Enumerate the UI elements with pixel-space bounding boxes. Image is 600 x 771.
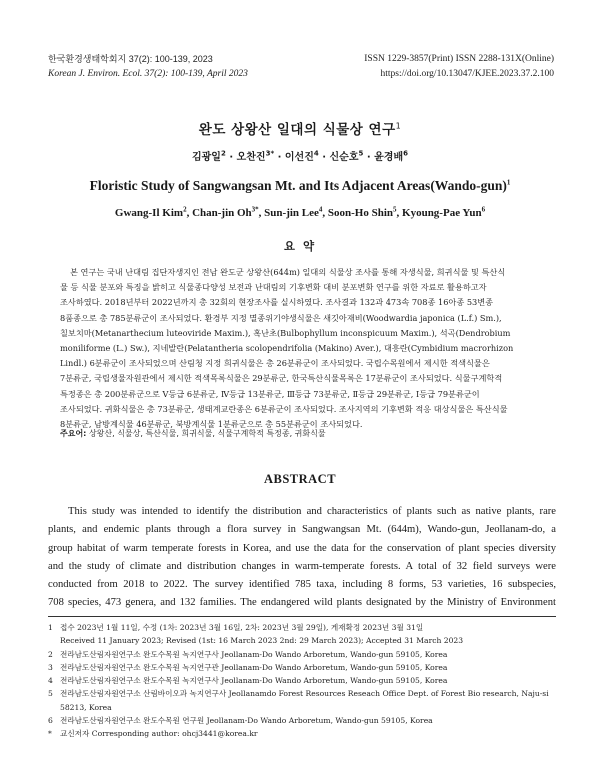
keywords [60, 428, 540, 439]
author-ko-separator: · [318, 152, 330, 163]
author-en-separator: , [186, 207, 193, 219]
author-en-separator: , [396, 207, 403, 219]
footnote-text: 접수 2023년 1월 11일, 수정 (1차: 2023년 3월 16일, 2차: 2023년 3월 29일), 게재확정 2023년 3월 31일 [60, 623, 424, 632]
journal-name-en: Korean J. Environ. Ecol. 37(2): 100-139, April 2023 [48, 69, 248, 79]
summary-line: 칠보치마(Metanarthecium luteoviride Maxim.), 혹난초(Bulbophyllum inconspicuum Maxim.), 석곡(Dendrobium [60, 327, 511, 338]
summary-line: 특정종은 총 200분류군으로 Ⅴ등급 6분류군, Ⅳ등급 13분류군, Ⅲ등급 73분류군, Ⅱ등급 29분류군, Ⅰ등급 79분류군이 [60, 388, 480, 399]
title-english-text: Floristic Study of Sangwangsan Mt. and Its Adjacent Areas(Wando-gun) [89, 178, 507, 193]
footnote-number [48, 701, 60, 714]
author-ko-separator: · [363, 152, 375, 163]
author-ko-name: 김광일 [191, 152, 221, 163]
summary-line: 7분류군, 국립생물자원관에서 제시한 적색목록식물은 29분류군, 한국특산식물목록은 17분류군이 조사되었다. 식물구계학적 [60, 373, 503, 384]
footnote-row [48, 701, 560, 714]
author-en-separator: , [322, 207, 328, 219]
footnote-number [48, 634, 60, 647]
author-ko-separator: · [274, 152, 285, 163]
author-en-affiliation-mark: 3* [251, 205, 259, 214]
summary-line: moniliforme (L.) Sw.), 지네발란(Pelatantheria scolopendrifolia (Makino) Aver.), 대흥란(Cymbidium macrorhizon [60, 343, 514, 354]
author-ko-affiliation-mark: 5 [358, 149, 364, 158]
abstract-line: plants, and endemic plants through a flora survey in Sangwangsan Mt. (644m), Wando-gun, Jeollanam-do, a [48, 524, 556, 536]
footnote-row [48, 674, 560, 687]
footnote-row [48, 648, 560, 661]
author-ko-name: 윤경배 [374, 152, 404, 163]
footnote-number: * [48, 729, 52, 739]
keywords-list: 상왕산, 식물상, 특산식물, 희귀식물, 식물구계학적 특정종, 귀화식물 [88, 429, 326, 438]
footnote-row [48, 634, 560, 647]
abstract-line: group habitat of warm temperate forests in Korea, and use the data for the conservation of plant species diversity [48, 542, 556, 554]
journal-header [48, 52, 248, 82]
footnote-text: 전라남도산림자원연구소 완도수목원 녹지연구사 Jeollanam-Do Wando Arboretum, Wando-gun 59105, Korea [60, 676, 448, 686]
title-korean [0, 118, 600, 138]
author-ko-affiliation-mark: 2 [220, 149, 226, 158]
issn-doi-header [364, 52, 554, 82]
summary-korean [60, 265, 540, 432]
issn: ISSN 1229-3857(Print) ISSN 2288-131X(Online) [364, 54, 554, 64]
author-en-affiliation-mark: 6 [481, 205, 486, 214]
author-en-separator: , [258, 207, 265, 219]
footnote-row [48, 727, 560, 740]
doi-link[interactable]: https://doi.org/10.13047/KJEE.2023.37.2.100 [380, 69, 554, 79]
footnote-text: 교신저자 Corresponding author: ohcj3441@korea.kr [60, 729, 258, 739]
author-en-affiliation-mark: 5 [393, 205, 397, 214]
abstract-english [48, 503, 556, 613]
author-en-name: Chan-jin Oh [192, 207, 252, 219]
footnotes [48, 621, 560, 741]
summary-line: 8품종으로 총 785분류군이 조사되었다. 환경부 지정 멸종위기야생식물은 새깃아재비(Woodwardia japonica (L.f.) Sm.), [60, 312, 502, 323]
summary-line: 조사하였다. 2018년부터 2022년까지 총 32회의 현장조사를 실시하였다. 조사결과 132과 473속 708종 16아종 53변종 [60, 297, 494, 308]
summary-heading: 요 약 [283, 239, 317, 253]
summary-line: 본 연구는 국내 난대림 집단자생지인 전남 완도군 상왕산(644m) 일대의 식물상 조사를 통해 자생식물, 희귀식물 및 특산식 [70, 267, 506, 277]
title-english [0, 178, 600, 194]
author-ko-name: 신순호 [329, 152, 359, 163]
author-en-name: Sun-jin Lee [264, 207, 319, 219]
footnote-divider [48, 616, 556, 617]
summary-line: 8분류군, 남방계식물 46분류군, 북방계식물 1분류군으로 총 55분류군이 조사되었다. [60, 419, 363, 430]
footnote-text: 전라남도산림자원연구소 완도수목원 녹지연구사 Jeollanam-Do Wando Arboretum, Wando-gun 59105, Korea [60, 649, 448, 659]
author-ko-name: 오찬진 [236, 152, 266, 163]
footnote-text: 전라남도산림자원연구소 완도수목원 녹지연구관 Jeollanam-Do Wando Arboretum, Wando-gun 59105, Korea [60, 662, 448, 672]
summary-line: 조사되었다. 귀화식물은 총 73분류군, 생태계교란종은 6분류군이 조사되었다. 조사지역의 기후변화 적응 대상식물은 특산식물 [60, 403, 508, 414]
footnote-number: 2 [48, 649, 53, 659]
footnote-row [48, 621, 560, 634]
title-korean-mark: 1 [395, 121, 402, 131]
footnote-row [48, 714, 560, 727]
title-korean-text: 완도 상왕산 일대의 식물상 연구 [198, 122, 396, 138]
footnote-row [48, 687, 560, 700]
abstract-line: This study was intended to identify the distribution and characteristics of plants such as native plants, rare [68, 506, 556, 517]
footnote-number: 1 [48, 623, 53, 632]
author-en-name: Soon-Ho Shin [327, 207, 394, 219]
footnote-text: Received 11 January 2023; Revised (1st: 16 March 2023 2nd: 29 March 2023); Accepted 31 March 2023 [60, 636, 464, 646]
author-ko-affiliation-mark: 6 [403, 149, 408, 158]
author-en-affiliation-mark: 2 [183, 205, 187, 214]
author-en-name: Kyoung-Pae Yun [402, 207, 482, 219]
abstract-line: conducted from 2018 to 2022. The survey identified 785 taxa, including 8 forms, 53 varieties, 16 subspecies, [48, 579, 556, 591]
footnote-text: 전라남도산림자원연구소 산림바이오과 녹지연구사 Jeollanamdo Forest Resources Reseach Office Dept. of Forest Bio research, Naju-si [60, 689, 549, 699]
abstract-line: 708 species, 473 genera, and 132 families. The endangered wild plants designated by the Ministry of Environment [48, 597, 556, 609]
abstract-line: and the study of climate and distribution changes in warm-temperate forests. A total of 32 field surveys were [48, 560, 556, 572]
summary-line: 물 등 식물 분포와 특징을 밝히고 식물종다양성 보전과 난대림의 기후변화 대비 분포변화 연구를 위한 자료로 활용하고자 [60, 282, 487, 293]
footnote-text: 전라남도산림자원연구소 완도수목원 연구원 Jeollanam-Do Wando Arboretum, Wando-gun 59105, Korea [60, 716, 433, 726]
footnote-row [48, 661, 560, 674]
footnote-number: 4 [48, 676, 53, 686]
author-ko-separator: · [225, 152, 237, 163]
author-ko-name: 이선진 [284, 152, 314, 163]
footnote-number: 6 [48, 716, 53, 726]
footnote-text: 58213, Korea [60, 702, 112, 712]
authors-english [0, 207, 600, 219]
author-ko-affiliation-mark: 3* [265, 149, 275, 158]
keywords-label: 주요어: [60, 429, 87, 438]
footnote-number: 5 [48, 689, 53, 699]
journal-name-ko: 한국환경생태학회지 37(2): 100-139, 2023 [48, 54, 213, 64]
title-english-mark: 1 [506, 178, 511, 187]
authors-korean [0, 148, 600, 163]
abstract-heading: ABSTRACT [263, 472, 337, 486]
author-en-affiliation-mark: 4 [318, 205, 323, 214]
summary-line: Lindl.) 6분류군이 조사되었으며 산림청 지정 희귀식물은 총 26분류군이 조사되었다. 국립수목원에서 제시한 적색식물은 [60, 358, 490, 369]
author-ko-affiliation-mark: 4 [313, 149, 319, 158]
author-en-name: Gwang-Il Kim [114, 207, 184, 219]
footnote-number: 3 [48, 662, 53, 672]
